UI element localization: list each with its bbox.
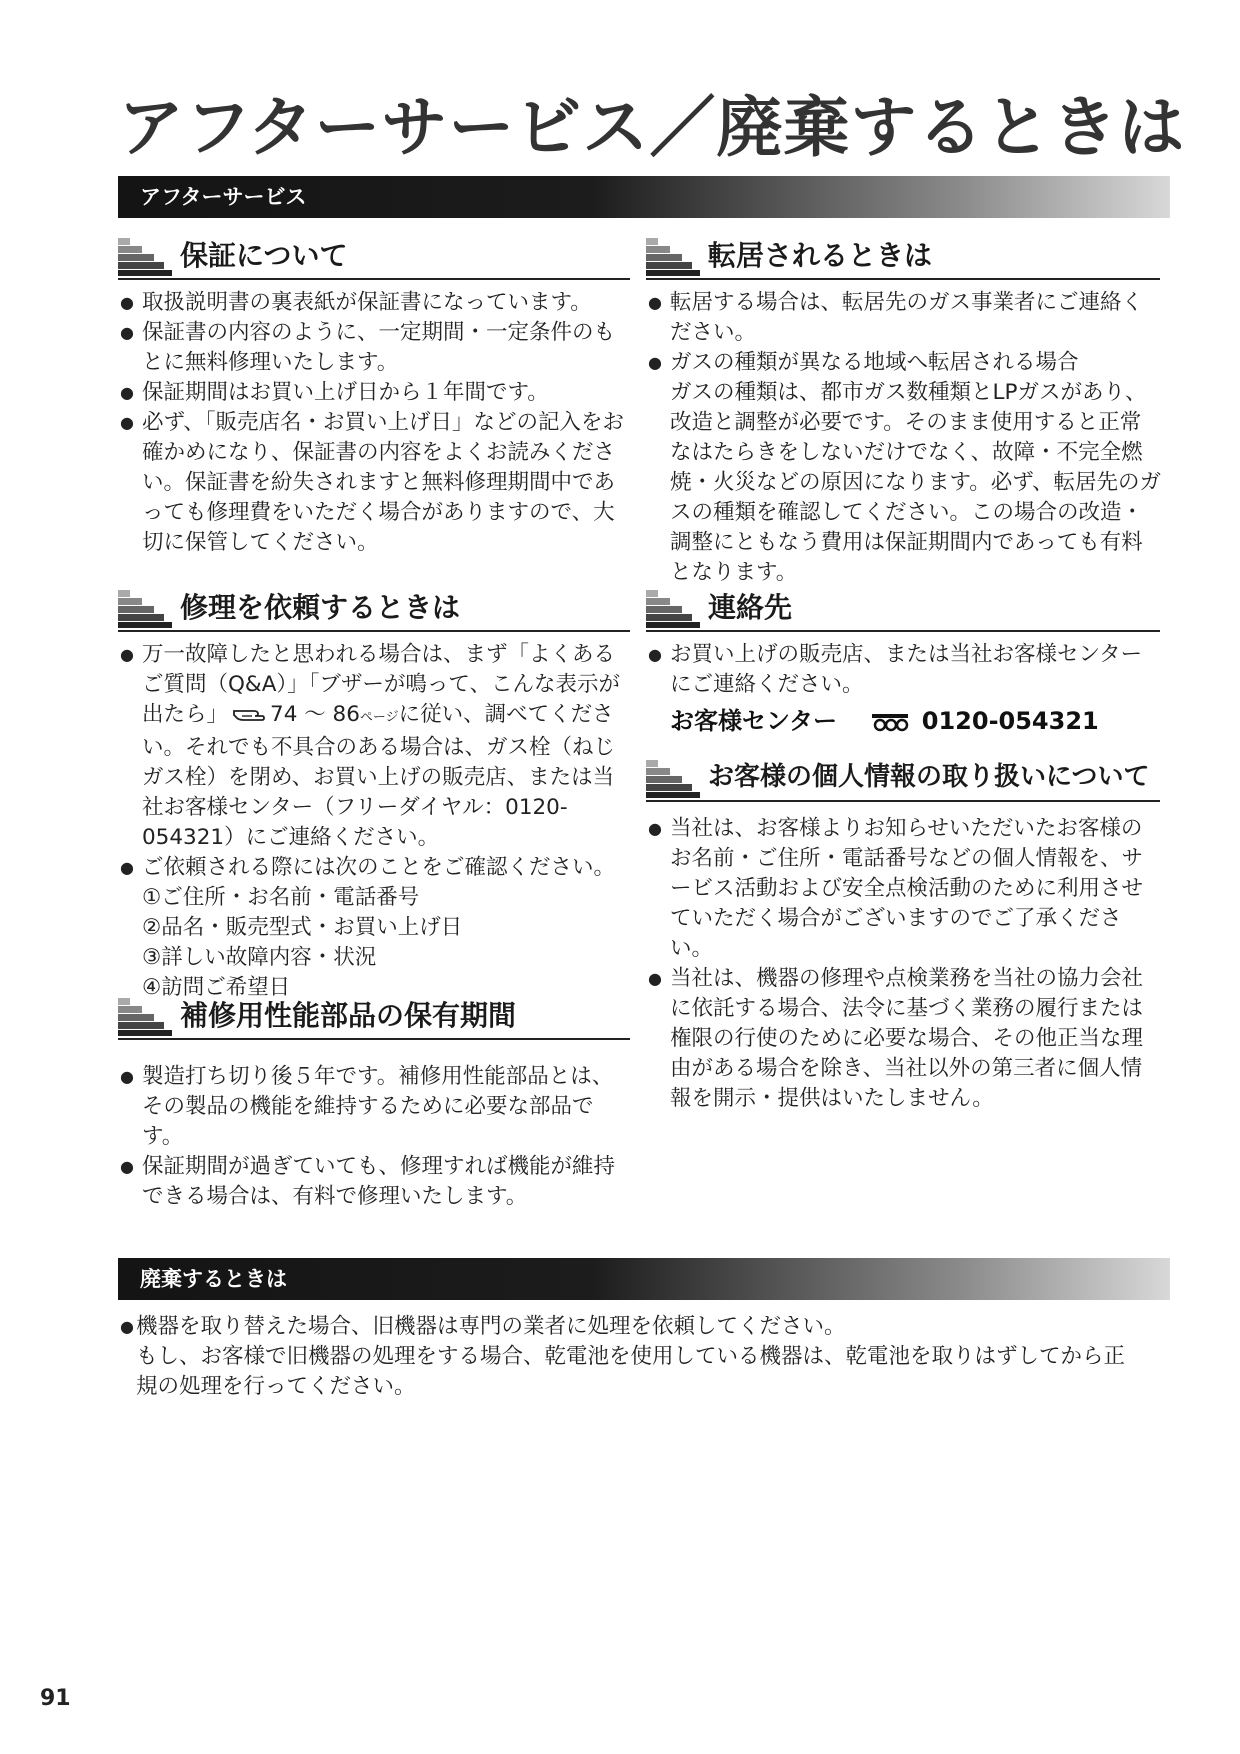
contact-block xyxy=(648,640,1162,738)
stairs-icon xyxy=(646,236,700,276)
heading-repair xyxy=(118,584,630,632)
heading-warranty-title: 保証について xyxy=(180,239,348,272)
heading-moving-title: 転居されるときは xyxy=(708,239,933,272)
privacy-list xyxy=(648,814,1162,1114)
stairs-icon xyxy=(646,588,700,628)
heading-repair-title: 修理を依頼するときは xyxy=(180,591,461,624)
pointing-hand-icon xyxy=(232,705,266,725)
heading-moving xyxy=(646,232,1160,280)
list-item: ● 保証書の内容のように、一定期間・一定条件のもとに無料修理いたします。 xyxy=(120,318,632,378)
heading-parts xyxy=(118,992,630,1040)
heading-privacy xyxy=(646,754,1160,802)
disposal-detail: もし、お客様で旧機器の処理をする場合、乾電池を使用している機器は、乾電池を取りはずしてから正規の処理を行ってください。 xyxy=(136,1344,1126,1399)
repair-item1-pages: 74 ～ 86 xyxy=(270,702,360,727)
list-item: ● ガスの種類が異なる地域へ転居される場合 xyxy=(648,348,1162,378)
list-item: ● 当社は、機器の修理や点検業務を当社の協力会社に依託する場合、法令に基づく業務の履行または権限の行使のために必要な場合、その他正当な理由がある場合を除き、当社以外の第三者に個人情報を開示・提供はいたしません。 xyxy=(648,964,1162,1114)
stairs-icon xyxy=(118,588,172,628)
list-item xyxy=(120,640,632,853)
list-item: ● 製造打ち切り後５年です。補修用性能部品とは、その製品の機能を維持するために必要な部品です。 xyxy=(120,1062,632,1152)
list-item: ● 保証期間はお買い上げ日から１年間です。 xyxy=(120,378,632,408)
moving-list xyxy=(648,288,1162,588)
list-item: ● 保証期間が過ぎていても、修理すれば機能が維持できる場合は、有料で修理いたします。 xyxy=(120,1152,632,1212)
section-band-after-service: アフターサービス xyxy=(118,176,1170,218)
checklist-item: ①ご住所・お名前・電話番号 xyxy=(142,885,420,910)
heading-warranty xyxy=(118,232,630,280)
parts-list xyxy=(120,1062,632,1212)
list-item: ● ご依頼される際には次のことをご確認ください。 xyxy=(120,853,632,883)
list-item: ● 機器を取り替えた場合、旧機器は専門の業者に処理を依頼してください。 xyxy=(120,1312,1160,1342)
moving-detail: ガスの種類は、都市ガス数種類とLPガスがあり、改造と調整が必要です。そのまま使用すると正常なはたらきをしないだけでなく、故障・不完全燃焼・火災などの原因になります。必ず、転居先のガスの種類を確認してください。この場合の改造・調整にともなう費用は保証期間内であっても有料となります。 xyxy=(670,380,1162,585)
customer-center-label: お客様センター xyxy=(670,707,838,735)
checklist-item: ②品名・販売型式・お買い上げ日 xyxy=(142,915,463,940)
freedial-icon xyxy=(871,711,909,733)
repair-item1-before: 万一故障したと思われる場合は、まず「よくあるご質問（Q&A）」「ブザーが鳴って、こんな表示が出たら」 xyxy=(142,642,620,727)
section-band-disposal: 廃棄するときは xyxy=(118,1258,1170,1300)
page-number: 91 xyxy=(40,1686,71,1711)
stairs-icon xyxy=(118,236,172,276)
heading-privacy-title: お客様の個人情報の取り扱いについて xyxy=(708,762,1150,792)
stairs-icon xyxy=(118,996,172,1036)
customer-center-phone: 0120-054321 xyxy=(921,707,1099,735)
heading-contact-title: 連絡先 xyxy=(708,591,793,624)
heading-contact xyxy=(646,584,1160,632)
list-item: ● 転居する場合は、転居先のガス事業者にご連絡ください。 xyxy=(648,288,1162,348)
list-item: ● 取扱説明書の裏表紙が保証書になっています。 xyxy=(120,288,632,318)
list-item: ● 当社は、お客様よりお知らせいただいたお客様のお名前・ご住所・電話番号などの個人情報を、サービス活動および安全点検活動のために利用させていただく場合がございますのでご了承ください。 xyxy=(648,814,1162,964)
warranty-list xyxy=(120,288,632,558)
stairs-icon xyxy=(646,758,700,798)
disposal-block xyxy=(120,1312,1160,1402)
heading-parts-title: 補修用性能部品の保有期間 xyxy=(180,999,517,1032)
checklist-item: ④訪問ご希望日 xyxy=(142,975,291,1000)
list-item: ● お買い上げの販売店、または当社お客様センターにご連絡ください。 xyxy=(648,640,1162,700)
repair-item1-after: に従い、調べてください。それでも不具合のある場合は、ガス栓（ねじガス栓）を閉め、お買い上げの販売店、または当社お客様センター（フリーダイヤル：0120-054321）にご連絡ください。 xyxy=(142,702,616,850)
page-unit: ページ xyxy=(359,710,399,725)
checklist-item: ③詳しい故障内容・状況 xyxy=(142,945,377,970)
list-item: ● 必ず、「販売店名・お買い上げ日」などの記入をお確かめになり、保証書の内容をよくお読みください。保証書を紛失されますと無料修理期間中であっても修理費をいただく場合がありますので、大切に保管してください。 xyxy=(120,408,632,558)
page-title: アフターサービス／廃棄するときは xyxy=(118,89,1186,166)
contact-line xyxy=(648,704,1162,738)
repair-list xyxy=(120,640,632,1003)
